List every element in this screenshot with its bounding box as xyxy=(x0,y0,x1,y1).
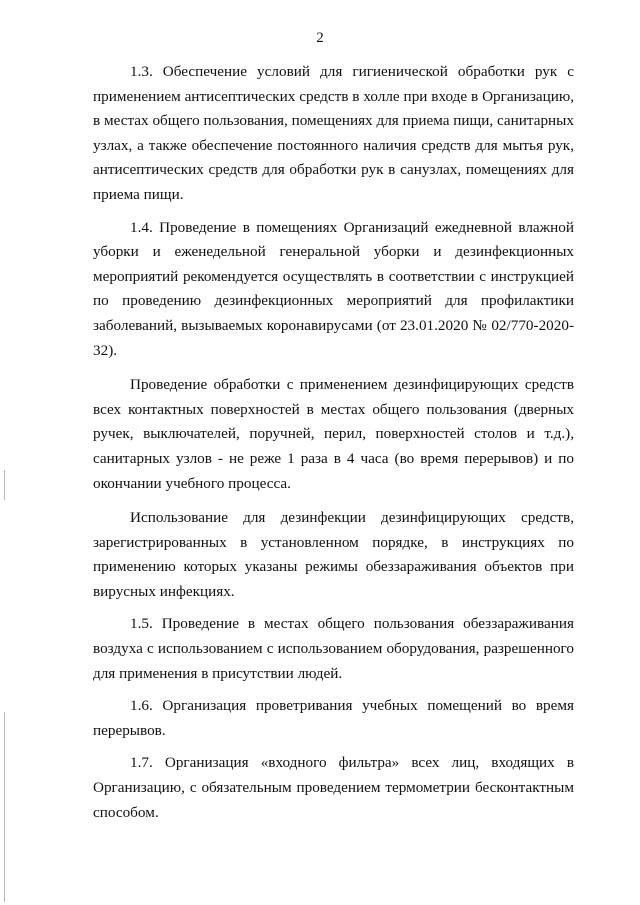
scan-edge-mark xyxy=(4,470,5,500)
paragraph-1-7: 1.7. Организация «входного фильтра» всех лиц, входящих в Организацию, с обязательным проведением термометрии бесконтактным способом. xyxy=(93,754,574,821)
paragraph-1-4: 1.4. Проведение в помещениях Организаций ежедневной влажной уборки и еженедельной генеральной уборки и дезинфекционных мероприятий рекомендуется осуществлять в соответствии с инструкцией по проведению дезинфекционных мероприятий для профилактики заболеваний, вызываемых коронавирусами (от 23.01.2020 № 02/770-2020-32). xyxy=(93,218,574,359)
paragraph-surface-treatment: Проведение обработки с применением дезинфицирующих средств всех контактных поверхностей в местах общего пользования (дверных ручек, выключателей, поручней, перил, поверхностей столов и т.д.), санитарных узлов - не реже 1 раза в 4 часа (во время перерывов) и по окончании учебного процесса. xyxy=(93,376,574,492)
paragraph-disinfectant-use: Использование для дезинфекции дезинфицирующих средств, зарегистрированных в установленном порядке, в инструкциях по применению которых указаны режимы обеззараживания объектов при вирусных инфекциях. xyxy=(93,509,574,600)
paragraph-1-6: 1.6. Организация проветривания учебных помещений во время перерывов. xyxy=(93,697,574,739)
page-number: 2 xyxy=(316,30,324,46)
paragraph-1-3: 1.3. Обеспечение условий для гигиенической обработки рук с применением антисептических средств в холле при входе в Организацию, в местах общего пользования, помещениях для приема пищи, санитарных узлах, а также обеспечение постоянного наличия средств для мытья рук, антисептических средств для обработки рук в санузлах, помещениях для приема пищи. xyxy=(93,63,574,203)
scan-edge-mark xyxy=(4,712,5,902)
paragraph-1-5: 1.5. Проведение в местах общего пользования обеззараживания воздуха с использованием с использованием оборудования, разрешенного для применения в присутствии людей. xyxy=(93,615,574,682)
document-body xyxy=(93,60,574,825)
